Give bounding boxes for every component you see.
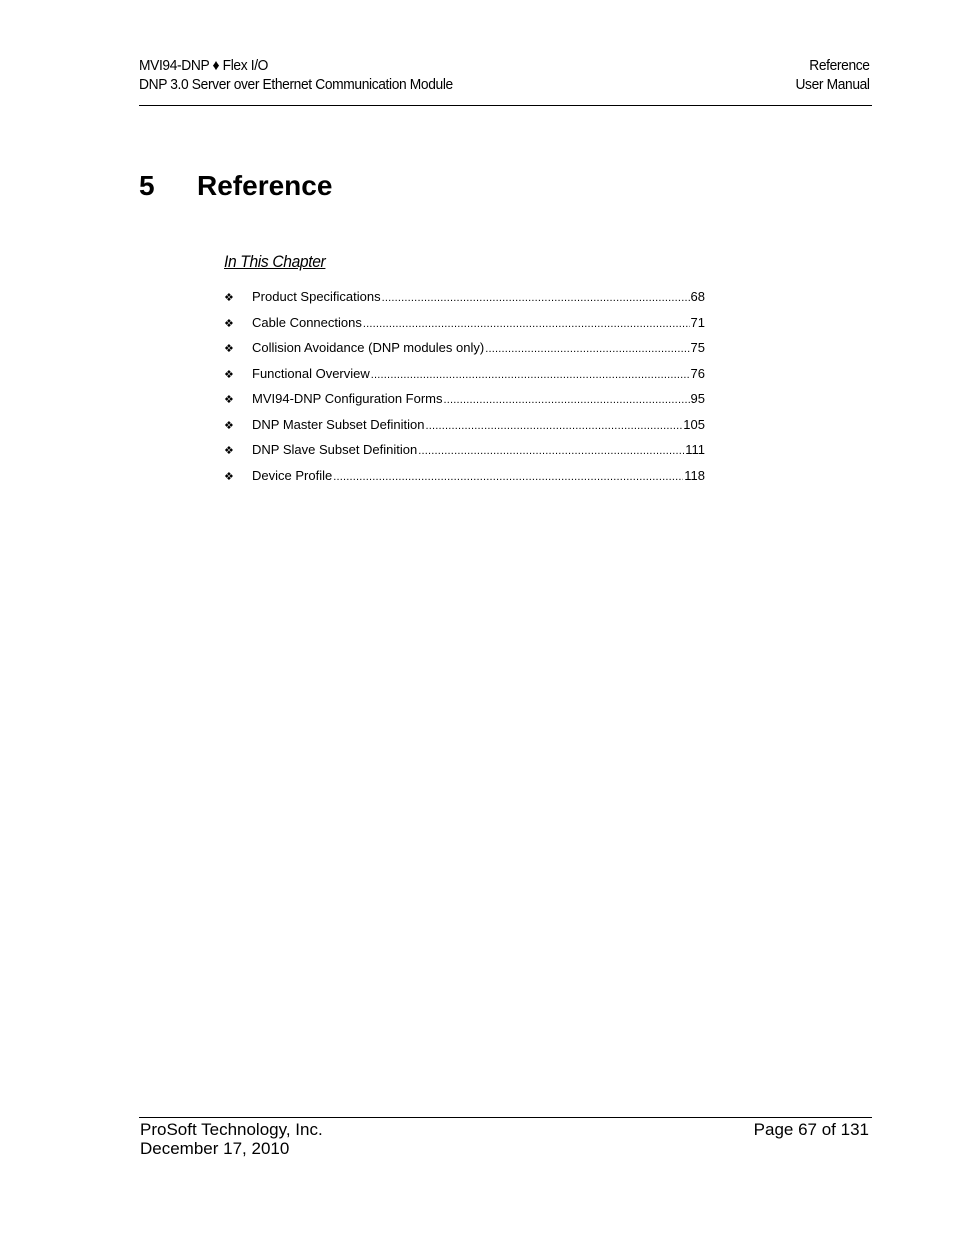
diamond-bullet-icon: ❖ <box>224 469 234 483</box>
page-footer <box>139 1117 872 1168</box>
toc-entry[interactable] <box>224 289 705 315</box>
page-header <box>139 57 872 106</box>
toc-entry-page: 105 <box>683 416 705 432</box>
toc-entry-page: 75 <box>690 340 705 355</box>
toc-leader-dots <box>444 394 690 406</box>
toc-entry-title: Functional Overview <box>252 365 370 381</box>
toc-entry[interactable] <box>224 442 705 468</box>
header-product-line: MVI94-DNP ♦ Flex I/O <box>139 57 269 74</box>
toc-entry-page: 71 <box>690 314 705 330</box>
toc-entry-page: 111 <box>685 442 705 457</box>
chapter-heading <box>139 170 332 202</box>
toc-leader-dots <box>371 369 690 381</box>
diamond-bullet-icon: ❖ <box>224 444 234 457</box>
diamond-bullet-icon: ❖ <box>224 316 234 330</box>
in-this-chapter-heading: In This Chapter <box>224 252 326 271</box>
header-doc-type: User Manual <box>795 76 870 93</box>
header-module-line: DNP 3.0 Server over Ethernet Communication Module <box>139 76 453 93</box>
toc-entry-title: DNP Master Subset Definition <box>252 416 425 432</box>
toc-entry[interactable] <box>224 340 705 366</box>
chapter-title: Reference <box>197 170 333 201</box>
header-section: Reference <box>809 57 870 74</box>
toc-entry[interactable] <box>224 391 705 417</box>
toc-entry[interactable] <box>224 366 705 392</box>
toc-entry-title: DNP Slave Subset Definition <box>252 442 418 457</box>
toc-entry-title: Product Specifications <box>252 289 381 304</box>
diamond-bullet-icon: ❖ <box>224 367 234 381</box>
toc-leader-dots <box>485 343 689 355</box>
toc-entry-title: MVI94-DNP Configuration Forms <box>252 391 443 406</box>
diamond-bullet-icon: ❖ <box>224 291 234 304</box>
footer-date: December 17, 2010 <box>140 1139 290 1158</box>
diamond-bullet-icon: ❖ <box>224 393 234 406</box>
toc-entry-page: 118 <box>684 467 705 483</box>
chapter-toc <box>224 289 705 493</box>
toc-entry[interactable] <box>224 468 705 494</box>
toc-entry-title: Device Profile <box>252 467 333 483</box>
footer-company: ProSoft Technology, Inc. <box>140 1120 323 1139</box>
footer-page-number: Page 67 of 131 <box>753 1120 869 1139</box>
diamond-bullet-icon: ❖ <box>224 342 234 355</box>
toc-entry-title: Collision Avoidance (DNP modules only) <box>252 340 485 355</box>
toc-entry-page: 76 <box>690 365 705 381</box>
chapter-number: 5 <box>139 170 155 201</box>
diamond-bullet-icon: ❖ <box>224 418 234 432</box>
toc-entry-page: 68 <box>690 289 705 304</box>
toc-leader-dots <box>382 292 690 304</box>
toc-entry-page: 95 <box>690 391 705 406</box>
toc-entry[interactable] <box>224 315 705 341</box>
toc-leader-dots <box>333 471 683 483</box>
toc-leader-dots <box>363 318 690 330</box>
toc-entry[interactable] <box>224 417 705 443</box>
toc-leader-dots <box>425 420 682 432</box>
toc-entry-title: Cable Connections <box>252 314 362 330</box>
toc-leader-dots <box>418 445 684 457</box>
